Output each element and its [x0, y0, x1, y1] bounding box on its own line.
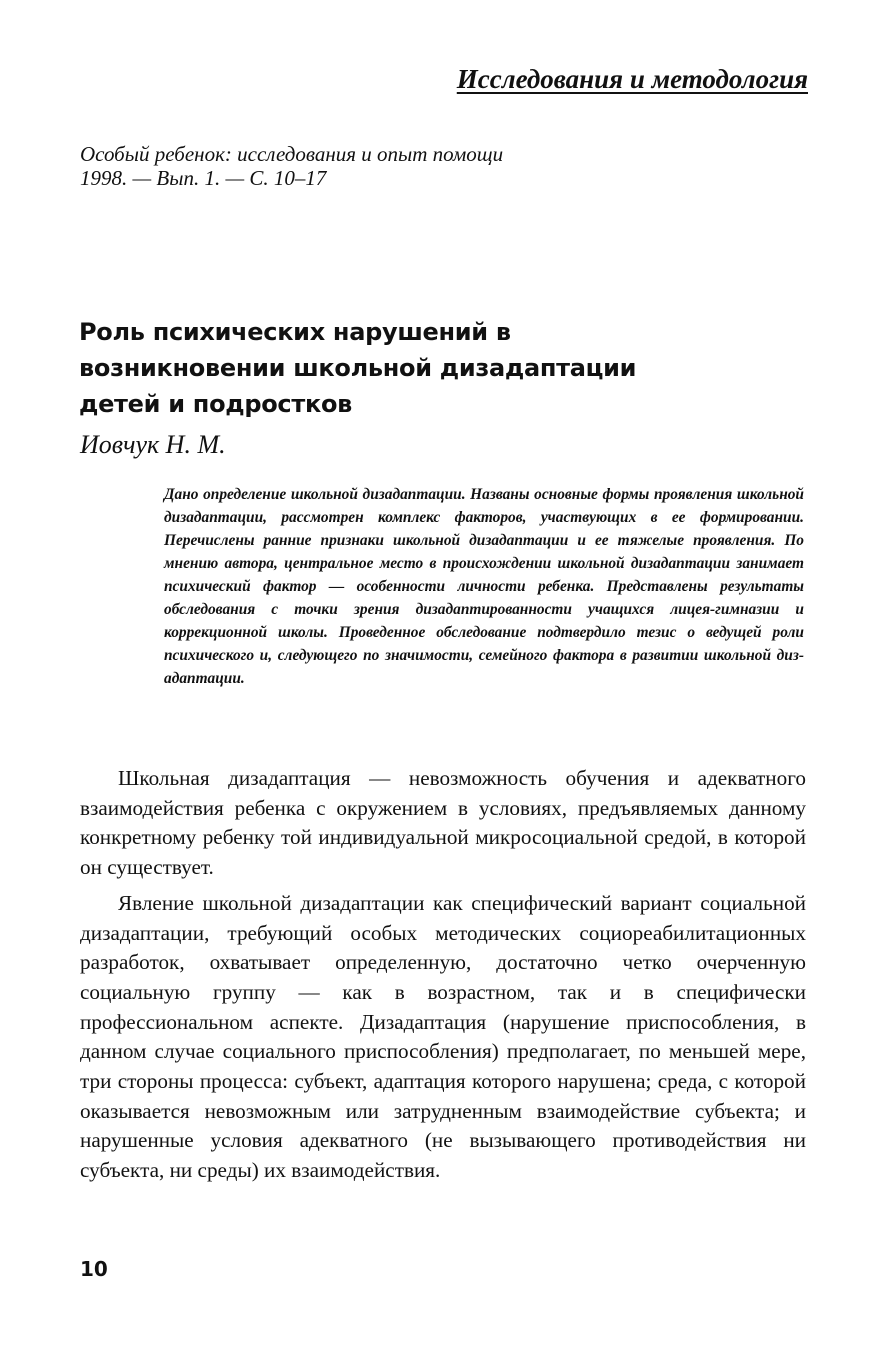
article-title [79, 314, 636, 422]
citation-source: Особый ребенок: исследования и опыт помощи [80, 142, 504, 166]
article-title-line: Роль психических нарушений в [79, 318, 511, 346]
article-author: Иовчук Н. М. [80, 430, 226, 459]
article-body [80, 764, 806, 1192]
article-title-line: детей и подростков [79, 390, 353, 418]
citation-issue: 1998. — Вып. 1. — С. 10–17 [80, 166, 327, 190]
citation [80, 142, 503, 190]
body-paragraph: Явление школьной дизадаптации как специфический вариант социальной дизадаптации, требующий особых методических социореабилитационных разработок, охватывает определенную, достаточно четко очерченную социальную группу — как в возрастном, так и в специфически профессиональном аспекте. Дизадаптация (нарушение приспособления, в данном случае социального приспособления) предполагает, по меньшей мере, три стороны процесса: субъект, адаптация которого нарушена; среда, с которой оказывается невозможным или затрудненным взаимодействие субъекта; и нарушенные условия адекватного (не вызывающего противодействия ни субъекта, ни среды) их взаимодействия. [80, 890, 806, 1183]
article-title-line: возникновении школьной дизадаптации [79, 354, 637, 382]
page-number: 10 [80, 1257, 108, 1281]
body-paragraph: Школьная дизадаптация — невозможность обучения и адекватного взаимодействия ребенка с окружением в условиях, предъявляемых данному конкретному ребенку той индивидуальной микросоциальной средой, в которой он существует. [80, 766, 806, 880]
article-abstract: Дано определение школьной дизадаптации. Названы основные формы проявления школьной дизадаптации, рассмотрен комплекс факторов, участвующих в ее формировании. Перечислены ранние признаки школьной дизадаптации и ее тяжелые проявления. По мнению автора, центральное место в происхождении школьной дизадаптации занимает психический фактор — особенности личности ребенка. Представлены результаты обследования с точки зрения дизадаптированности учащихся лицея-гимназии и коррекционной школы. Проведенное обследование подтвердило тезис о ведущей роли психического и, следующего по значимости, семейного фактора в развитии школьной дизадаптации. [164, 486, 804, 687]
section-header: Исследования и методология [456, 64, 808, 94]
